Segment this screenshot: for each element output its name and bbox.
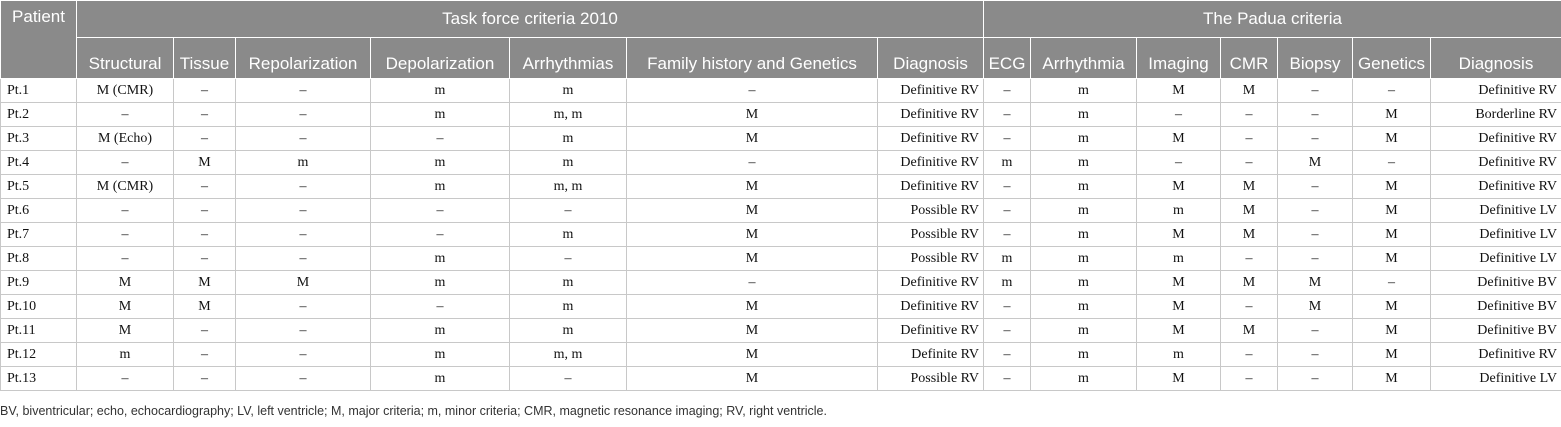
table-cell: –: [371, 127, 510, 151]
table-cell: m: [1137, 343, 1221, 367]
table-cell: m: [1031, 103, 1137, 127]
col-header-arrhythmias: Arrhythmias: [510, 38, 627, 79]
column-header-row: [1, 38, 1561, 79]
tfc-group-header: Task force criteria 2010: [77, 1, 984, 38]
table-cell: Definite RV: [878, 343, 984, 367]
table-cell: M: [1353, 199, 1431, 223]
table-cell: m: [1031, 343, 1137, 367]
col-header-arrhythmia: Arrhythmia: [1031, 38, 1137, 79]
table-cell: m: [984, 151, 1031, 175]
table-cell: M: [627, 319, 878, 343]
table-cell: –: [174, 127, 236, 151]
table-cell: –: [1278, 103, 1353, 127]
col-header-tissue: Tissue: [174, 38, 236, 79]
table-cell: M: [174, 151, 236, 175]
col-header-structural: Structural: [77, 38, 174, 79]
table-cell: –: [236, 79, 371, 103]
table-cell: M: [627, 223, 878, 247]
table-cell: –: [77, 367, 174, 391]
table-cell: –: [236, 247, 371, 271]
patient-id-cell: Pt.6: [1, 199, 77, 223]
table-cell: –: [1221, 127, 1278, 151]
table-cell: –: [371, 295, 510, 319]
table-cell: Possible RV: [878, 223, 984, 247]
table-cell: –: [984, 79, 1031, 103]
table-cell: m: [371, 151, 510, 175]
table-cell: –: [77, 103, 174, 127]
patient-header: Patient: [1, 1, 77, 79]
table-cell: M: [1137, 175, 1221, 199]
table-cell: m: [371, 343, 510, 367]
group-header-row: [1, 1, 1561, 38]
table-cell: –: [984, 175, 1031, 199]
table-cell: Definitive RV: [878, 79, 984, 103]
table-cell: M: [1353, 295, 1431, 319]
patient-id-cell: Pt.7: [1, 223, 77, 247]
patient-id-cell: Pt.8: [1, 247, 77, 271]
table-cell: –: [984, 319, 1031, 343]
table-cell: M: [1353, 223, 1431, 247]
table-cell: –: [1221, 151, 1278, 175]
table-row: [1, 247, 1561, 271]
table-cell: m: [371, 319, 510, 343]
table-cell: M: [627, 199, 878, 223]
table-row: [1, 199, 1561, 223]
table-cell: Definitive RV: [1431, 175, 1561, 199]
table-cell: M: [1353, 319, 1431, 343]
table-cell: M: [1137, 319, 1221, 343]
table-cell: m: [77, 343, 174, 367]
table-body: [1, 79, 1561, 391]
table-cell: M: [1278, 151, 1353, 175]
table-cell: –: [77, 223, 174, 247]
table-cell: M: [1221, 79, 1278, 103]
table-cell: M: [1137, 367, 1221, 391]
table-cell: Possible RV: [878, 247, 984, 271]
patient-id-cell: Pt.5: [1, 175, 77, 199]
table-cell: –: [984, 223, 1031, 247]
table-cell: –: [236, 199, 371, 223]
table-cell: M: [627, 367, 878, 391]
table-cell: M: [1221, 223, 1278, 247]
table-cell: M: [1137, 79, 1221, 103]
table-cell: m: [1031, 295, 1137, 319]
table-cell: –: [174, 79, 236, 103]
table-cell: M: [1353, 175, 1431, 199]
table-cell: M: [174, 295, 236, 319]
table-cell: m: [371, 175, 510, 199]
table-row: [1, 295, 1561, 319]
table-cell: m: [984, 247, 1031, 271]
table-cell: –: [236, 223, 371, 247]
table-cell: m: [371, 367, 510, 391]
table-cell: m: [1031, 247, 1137, 271]
table-cell: M (CMR): [77, 175, 174, 199]
table-cell: –: [77, 247, 174, 271]
table-cell: –: [236, 103, 371, 127]
table-cell: m: [371, 103, 510, 127]
table-cell: –: [236, 319, 371, 343]
table-cell: Definitive RV: [878, 127, 984, 151]
table-cell: Definitive LV: [1431, 199, 1561, 223]
patient-id-cell: Pt.2: [1, 103, 77, 127]
col-header-ecg: ECG: [984, 38, 1031, 79]
table-cell: m: [510, 223, 627, 247]
table-cell: –: [1278, 343, 1353, 367]
table-cell: M: [1221, 199, 1278, 223]
table-cell: m: [510, 295, 627, 319]
table-cell: m: [984, 271, 1031, 295]
table-cell: –: [984, 367, 1031, 391]
table-cell: –: [984, 295, 1031, 319]
patient-id-cell: Pt.11: [1, 319, 77, 343]
table-cell: M: [1221, 319, 1278, 343]
patient-id-cell: Pt.10: [1, 295, 77, 319]
table-cell: M: [627, 127, 878, 151]
table-cell: m, m: [510, 103, 627, 127]
table-cell: Definitive RV: [878, 319, 984, 343]
table-cell: –: [1221, 367, 1278, 391]
table-cell: m: [1031, 175, 1137, 199]
table-cell: –: [174, 103, 236, 127]
table-cell: Definitive LV: [1431, 223, 1561, 247]
table-cell: –: [510, 247, 627, 271]
table-cell: m: [510, 319, 627, 343]
patient-id-cell: Pt.4: [1, 151, 77, 175]
table-cell: –: [174, 367, 236, 391]
table-cell: –: [174, 319, 236, 343]
table-cell: M: [1353, 103, 1431, 127]
table-cell: M: [627, 343, 878, 367]
table-cell: m: [371, 79, 510, 103]
table-cell: M: [1353, 343, 1431, 367]
col-header-depolarization: Depolarization: [371, 38, 510, 79]
table-cell: M: [1137, 295, 1221, 319]
table-cell: m: [1031, 223, 1137, 247]
table-cell: –: [77, 151, 174, 175]
table-row: [1, 343, 1561, 367]
table-cell: m: [510, 127, 627, 151]
col-header-padua-diagnosis: Diagnosis: [1431, 38, 1561, 79]
table-cell: M (CMR): [77, 79, 174, 103]
table-cell: M: [627, 175, 878, 199]
patient-id-cell: Pt.12: [1, 343, 77, 367]
table-cell: Definitive RV: [1431, 79, 1561, 103]
table-cell: –: [174, 343, 236, 367]
table-cell: m: [510, 79, 627, 103]
table-cell: –: [1278, 199, 1353, 223]
table-cell: Definitive LV: [1431, 367, 1561, 391]
table-cell: –: [174, 223, 236, 247]
table-cell: –: [984, 199, 1031, 223]
table-row: [1, 151, 1561, 175]
table-cell: m: [371, 271, 510, 295]
table-cell: M: [1137, 127, 1221, 151]
table-row: [1, 175, 1561, 199]
table-cell: M: [1278, 295, 1353, 319]
table-cell: –: [1278, 79, 1353, 103]
table-cell: m: [1031, 127, 1137, 151]
table-cell: M: [236, 271, 371, 295]
table-cell: –: [1221, 343, 1278, 367]
table-cell: M: [174, 271, 236, 295]
table-cell: M: [1353, 367, 1431, 391]
table-cell: M: [77, 319, 174, 343]
table-cell: Definitive LV: [1431, 247, 1561, 271]
table-cell: Definitive RV: [878, 295, 984, 319]
table-cell: –: [236, 343, 371, 367]
table-cell: m: [1031, 79, 1137, 103]
table-cell: –: [510, 367, 627, 391]
table-cell: m: [371, 247, 510, 271]
col-header-tfc-diagnosis: Diagnosis: [878, 38, 984, 79]
table-cell: m: [510, 151, 627, 175]
table-cell: m: [510, 271, 627, 295]
table-cell: –: [984, 127, 1031, 151]
col-header-genetics: Genetics: [1353, 38, 1431, 79]
table-cell: m: [236, 151, 371, 175]
table-cell: –: [510, 199, 627, 223]
table-cell: –: [1278, 247, 1353, 271]
table-cell: m: [1031, 319, 1137, 343]
col-header-biopsy: Biopsy: [1278, 38, 1353, 79]
table-cell: –: [1278, 319, 1353, 343]
table-cell: M: [1221, 271, 1278, 295]
table-cell: –: [371, 223, 510, 247]
table-cell: Possible RV: [878, 367, 984, 391]
table-cell: –: [1353, 151, 1431, 175]
table-cell: M: [1353, 127, 1431, 151]
table-cell: Definitive RV: [878, 103, 984, 127]
table-cell: –: [1221, 103, 1278, 127]
table-cell: –: [984, 343, 1031, 367]
patient-id-cell: Pt.3: [1, 127, 77, 151]
table-cell: m: [1031, 199, 1137, 223]
padua-group-header: The Padua criteria: [984, 1, 1561, 38]
col-header-family-history: Family history and Genetics: [627, 38, 878, 79]
table-row: [1, 367, 1561, 391]
table-cell: –: [627, 79, 878, 103]
col-header-repolarization: Repolarization: [236, 38, 371, 79]
table-cell: –: [1137, 151, 1221, 175]
table-cell: M: [627, 103, 878, 127]
table-cell: –: [236, 367, 371, 391]
table-cell: M: [1353, 247, 1431, 271]
table-cell: m: [1031, 367, 1137, 391]
table-cell: –: [77, 199, 174, 223]
table-cell: M: [77, 295, 174, 319]
table-cell: Definitive RV: [1431, 343, 1561, 367]
table-row: [1, 223, 1561, 247]
table-cell: –: [1221, 295, 1278, 319]
table-cell: –: [1278, 175, 1353, 199]
table-cell: –: [371, 199, 510, 223]
table-cell: Definitive RV: [878, 151, 984, 175]
table-cell: M (Echo): [77, 127, 174, 151]
table-cell: –: [236, 175, 371, 199]
table-cell: Definitive BV: [1431, 271, 1561, 295]
table-cell: M: [1221, 175, 1278, 199]
table-cell: –: [236, 127, 371, 151]
table-cell: M: [627, 295, 878, 319]
patient-id-cell: Pt.9: [1, 271, 77, 295]
table-cell: Definitive RV: [1431, 151, 1561, 175]
table-cell: m: [1137, 247, 1221, 271]
patient-id-cell: Pt.13: [1, 367, 77, 391]
table-cell: m, m: [510, 343, 627, 367]
table-row: [1, 103, 1561, 127]
table-cell: –: [1278, 223, 1353, 247]
table-row: [1, 271, 1561, 295]
col-header-cmr: CMR: [1221, 38, 1278, 79]
table-cell: Definitive RV: [1431, 127, 1561, 151]
table-cell: –: [1137, 103, 1221, 127]
table-cell: –: [236, 295, 371, 319]
table-cell: M: [1137, 271, 1221, 295]
table-cell: –: [1221, 247, 1278, 271]
table-cell: m: [1031, 151, 1137, 175]
table-cell: –: [174, 199, 236, 223]
table-cell: –: [1278, 127, 1353, 151]
table-cell: –: [1278, 367, 1353, 391]
table-cell: m: [1137, 199, 1221, 223]
table-cell: m, m: [510, 175, 627, 199]
table-cell: M: [1278, 271, 1353, 295]
table-cell: M: [627, 247, 878, 271]
table-cell: Possible RV: [878, 199, 984, 223]
table-cell: Definitive BV: [1431, 295, 1561, 319]
table-row: [1, 319, 1561, 343]
table-cell: –: [174, 175, 236, 199]
table-cell: –: [984, 103, 1031, 127]
table-cell: Definitive BV: [1431, 319, 1561, 343]
patient-id-cell: Pt.1: [1, 79, 77, 103]
table-cell: –: [174, 247, 236, 271]
table-cell: m: [1031, 271, 1137, 295]
table-cell: Definitive RV: [878, 271, 984, 295]
table-cell: M: [1137, 223, 1221, 247]
table-footnote: BV, biventricular; echo, echocardiography; LV, left ventricle; M, major criteria; m, minor criteria; CMR, magnetic resonance imaging; RV, right ventricle.: [0, 404, 827, 418]
table-cell: –: [627, 151, 878, 175]
table-row: [1, 79, 1561, 103]
table-cell: –: [627, 271, 878, 295]
table-cell: –: [1353, 79, 1431, 103]
table-cell: Definitive RV: [878, 175, 984, 199]
col-header-imaging: Imaging: [1137, 38, 1221, 79]
table-cell: M: [77, 271, 174, 295]
table-cell: –: [1353, 271, 1431, 295]
table-row: [1, 127, 1561, 151]
table-cell: Borderline RV: [1431, 103, 1561, 127]
